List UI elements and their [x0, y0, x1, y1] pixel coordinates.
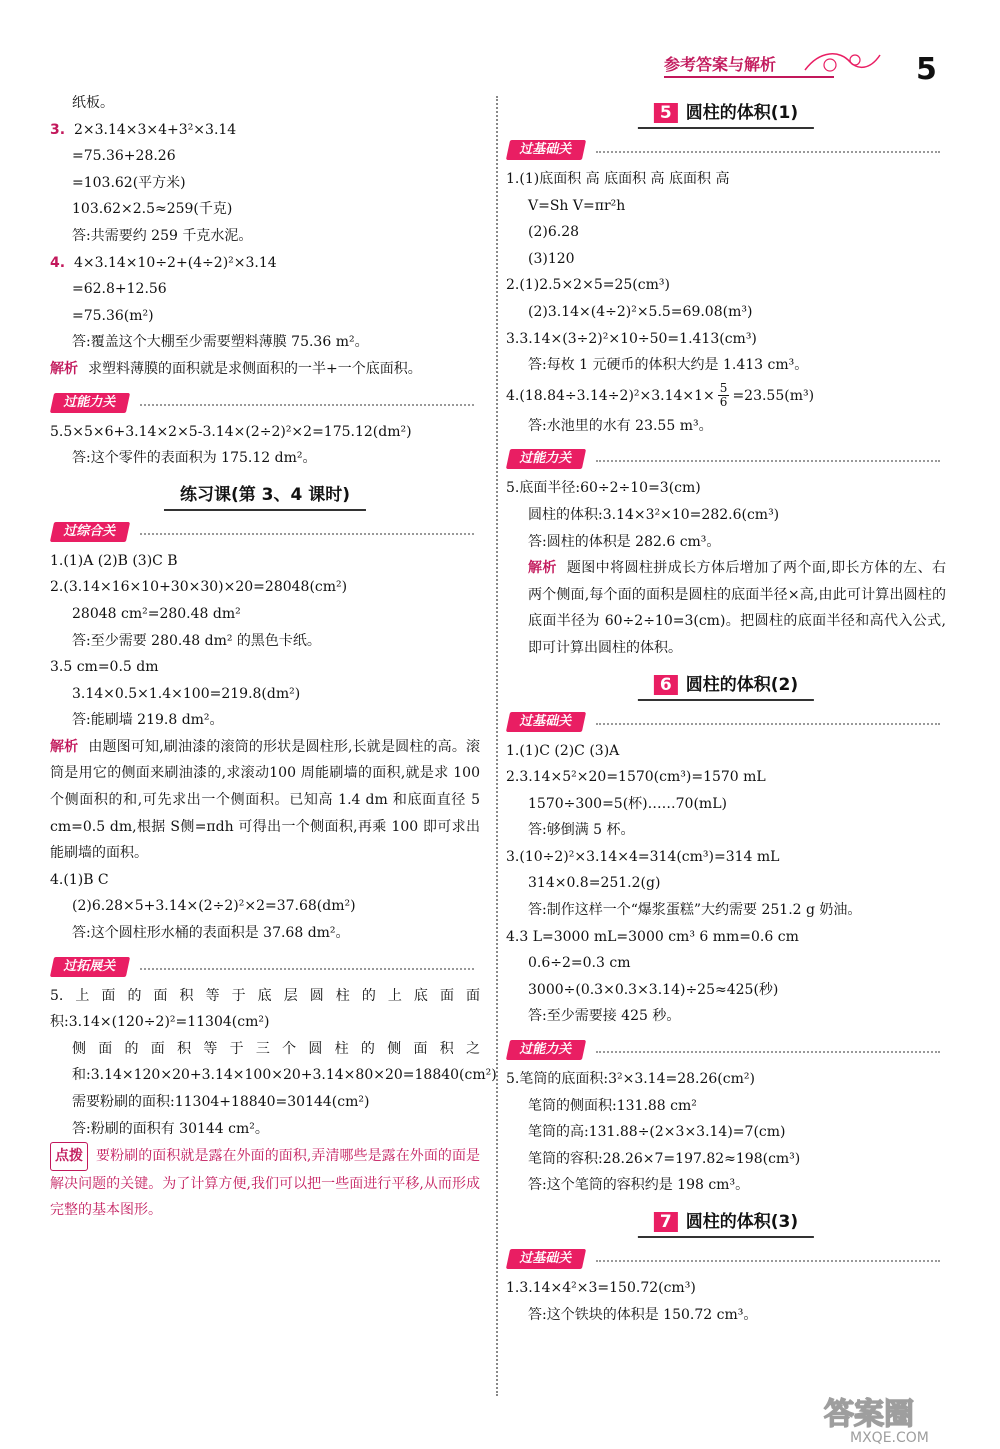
section-title-practice: 练习课(第 3、4 课时)	[50, 474, 480, 512]
text-line: 答:粉刷的面积有 30144 cm²。	[72, 1120, 269, 1137]
text-line: 2.3.14×5²×20=1570(cm³)=1570 mL	[506, 769, 766, 786]
text-line: 1.(1)C (2)C (3)A	[506, 742, 620, 759]
text-line: 笔筒的高:131.88÷(2×3×3.14)=7(cm)	[528, 1124, 786, 1141]
text-line: 1.(1)A (2)B (3)C B	[50, 552, 178, 569]
text-line: =75.36+28.26	[72, 148, 176, 165]
badge-guoneng: 过能力关	[506, 1040, 586, 1060]
left-column	[50, 90, 497, 1224]
text-line: 需要粉刷的面积:11304+18840=30144(cm²)	[72, 1094, 370, 1110]
text-line: 答:至少需要 280.48 dm² 的黑色卡纸。	[72, 632, 321, 649]
text-line: =103.62(平方米)	[72, 174, 186, 191]
section-badge-row	[50, 951, 480, 983]
text-line: 答:能刷墙 219.8 dm²。	[72, 712, 224, 729]
section-badge-row	[506, 706, 946, 738]
text-line: 5.底面半径:60÷2÷10=3(cm)	[506, 480, 701, 497]
text-line: 3.14×0.5×1.4×100=219.8(dm²)	[72, 685, 301, 702]
text-line: (3)120	[528, 250, 575, 267]
analysis-block: 解析 求塑料薄膜的面积就是求侧面积的一半+一个底面积。	[50, 360, 422, 377]
analysis-block: 解析 由题图可知,刷油漆的滚筒的形状是圆柱形,长就是圆柱的高。滚筒是用它的侧面来刷油漆的,求滚动100 周能刷墙的面积,就是求 100 个侧面积的和,可先求出一个侧面积。已知高 1.4 dm 和底面直径 5 cm=0.5 dm,根据 S侧=πdh 可得出一个侧面积,再乘 100 即可求出能刷墙的面积。	[50, 738, 480, 862]
text-line: 1570÷300=5(杯)……70(mL)	[528, 795, 727, 812]
tip-block: 点拨 要粉刷的面积就是露在外面的面积,弄清哪些是露在外面的面是解决问题的关键。为了计算方便,我们可以把一些面进行平移,从而形成完整的基本图形。	[50, 1142, 480, 1224]
text-line: (2)6.28	[528, 224, 580, 241]
answer-3-line: 3. 2×3.14×3×4+3²×3.14	[50, 121, 237, 138]
watermark-text: 答案圈	[824, 1397, 914, 1432]
text-line: 3.3.14×(3÷2)²×10÷50=1.413(cm³)	[506, 330, 757, 347]
text-line: 答:够倒满 5 杯。	[528, 822, 635, 839]
section-badge-row	[50, 387, 480, 419]
text-line: (2)6.28×5+3.14×(2÷2)²×2=37.68(dm²)	[72, 898, 356, 915]
answer-4-line: 4. 4×3.14×10÷2+(4÷2)²×3.14	[50, 254, 277, 271]
section-title-5: 5 圆柱的体积(1)	[506, 92, 946, 130]
text-line: 笔筒的侧面积:131.88 cm²	[528, 1097, 697, 1114]
text-line: 2.(1)2.5×2×5=25(cm³)	[506, 277, 670, 294]
text-line: V=Sh V=πr²h	[528, 197, 626, 214]
text-line: 答:这个笔筒的容积约是 198 cm³。	[528, 1177, 750, 1194]
badge-guoji: 过基础关	[506, 712, 586, 732]
text-line: 4.3 L=3000 mL=3000 cm³ 6 mm=0.6 cm	[506, 928, 799, 945]
badge-guotuozhan: 过拓展关	[50, 957, 130, 977]
answer-4-line: 4.(18.84÷3.14÷2)²×3.14×1× $\frac{5}{6}$ =23.55(m³)	[506, 381, 815, 410]
text-paragraph: 侧面的面积等于三个圆柱的侧面积之和:3.14×120×20+3.14×100×20+3.14×80×20=18840(cm²)	[72, 1040, 497, 1084]
text-line: 3000÷(0.3×0.3×3.14)÷25≈425(秒)	[528, 981, 779, 998]
header-decoration-icon	[800, 40, 890, 80]
analysis-block: 解析 题图中将圆柱拼成长方体后增加了两个面,即长方体的左、右两个侧面,每个面的面积是圆柱的底面半径×高,由此可计算出圆柱的底面半径为 60÷2÷10=3(cm)。把圆柱的底面半径和高代入公式,即可计算出圆柱的体积。	[528, 560, 946, 656]
section-badge-row	[506, 1243, 946, 1275]
section-title-6: 6 圆柱的体积(2)	[506, 664, 946, 702]
text-line: 314×0.8=251.2(g)	[528, 875, 661, 892]
section-badge-row	[50, 516, 480, 548]
text-paragraph: 5.上面的面积等于底层圆柱的上底面面积:3.14×(120÷2)²=11304(cm²)	[50, 987, 480, 1031]
text-line: (2)3.14×(4÷2)²×5.5=69.08(m³)	[528, 303, 753, 320]
text-line: 纸板。	[72, 95, 114, 111]
watermark-sub: MXQE.COM	[850, 1430, 929, 1444]
text-line: 2.(3.14×16×10+30×30)×20=28048(cm²)	[50, 579, 348, 596]
badge-guoji: 过基础关	[506, 1249, 586, 1269]
text-line: 5.笔筒的底面积:3²×3.14=28.26(cm²)	[506, 1071, 755, 1088]
text-line: 103.62×2.5≈259(千克)	[72, 201, 233, 218]
badge-guoneng: 过能力关	[50, 393, 130, 413]
answer-5-line: 5.5×5×6+3.14×2×5-3.14×(2÷2)²×2=175.12(dm²)	[50, 423, 412, 440]
page-number: 5	[916, 52, 937, 87]
text-line: 1.(1)底面积 高 底面积 高 底面积 高	[506, 171, 730, 187]
right-column	[506, 90, 946, 1328]
fraction: $\frac{5}{6}$	[719, 381, 728, 410]
text-line: 答:这个铁块的体积是 150.72 cm³。	[528, 1306, 758, 1323]
text-line: =75.36(m²)	[72, 307, 154, 324]
section-badge-row	[506, 443, 946, 475]
text-line: 答:至少需要接 425 秒。	[528, 1008, 681, 1025]
text-line: 答:水池里的水有 23.55 m³。	[528, 417, 713, 434]
badge-guoji: 过基础关	[506, 140, 586, 160]
column-divider	[496, 96, 498, 1396]
text-line: 3.(10÷2)²×3.14×4=314(cm³)=314 mL	[506, 848, 780, 865]
text-line: 28048 cm²=280.48 dm²	[72, 605, 241, 622]
badge-guoneng: 过能力关	[506, 449, 586, 469]
text-line: 1.3.14×4²×3=150.72(cm³)	[506, 1280, 696, 1296]
text-line: 圆柱的体积:3.14×3²×10=282.6(cm³)	[528, 506, 780, 523]
text-line: 答:覆盖这个大棚至少需要塑料薄膜 75.36 m²。	[72, 334, 369, 351]
tip-badge: 点拨	[50, 1142, 88, 1171]
text-line: 答:每枚 1 元硬币的体积大约是 1.413 cm³。	[528, 357, 809, 374]
text-line: =62.8+12.56	[72, 281, 167, 298]
text-line: 答:圆柱的体积是 282.6 cm³。	[528, 533, 721, 550]
text-line: 答:共需要约 259 千克水泥。	[72, 227, 253, 244]
text-line: 笔筒的容积:28.26×7=197.82≈198(cm³)	[528, 1150, 801, 1167]
watermark-logo	[820, 1392, 990, 1444]
section-badge-row	[506, 1034, 946, 1066]
text-line: 3.5 cm=0.5 dm	[50, 659, 159, 676]
section-title-7: 7 圆柱的体积(3)	[506, 1201, 946, 1239]
badge-guozonghe: 过综合关	[50, 522, 130, 542]
header-title: 参考答案与解析	[664, 55, 777, 74]
text-line: 答:这个圆柱形水桶的表面积是 37.68 dm²。	[72, 925, 350, 942]
text-line: 4.(1)B C	[50, 871, 109, 888]
text-line: 答:这个零件的表面积为 175.12 dm²。	[72, 450, 317, 467]
text-line: 0.6÷2=0.3 cm	[528, 955, 631, 972]
text-line: 答:制作这样一个“爆浆蛋糕”大约需要 251.2 g 奶油。	[528, 902, 862, 919]
section-badge-row	[506, 134, 946, 166]
